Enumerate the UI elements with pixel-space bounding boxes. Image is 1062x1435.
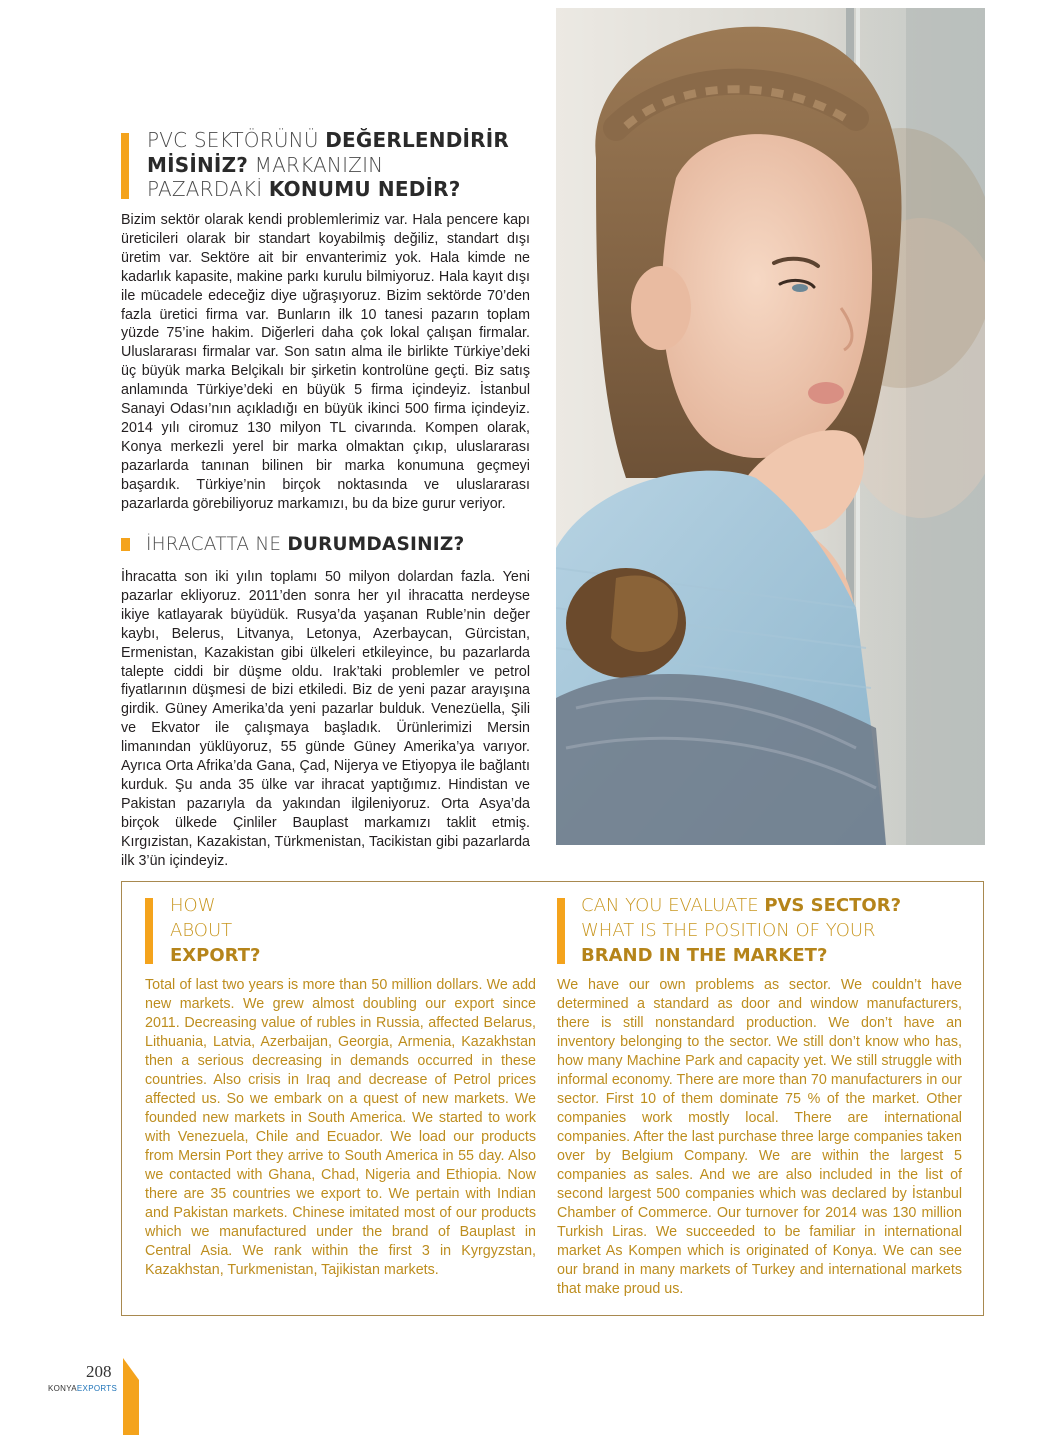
publication-brand [48,1384,117,1393]
photo-child-at-window [556,8,985,845]
heading-accent-bar [121,133,129,199]
body-paragraph-export: İhracatta son iki yılın toplamı 50 milyon dolardan fazla. Yeni pazarlar ekliyoruz. 2011’den sonra her yıl ihracatta nerdeyse ikiye katlayarak büyüdük. Rusya’da yaşanan Ruble’nin değer kaybı, Belerus, Litvanya, Letonya, Azerbaycan, Gürcistan, Ermenistan, Kazakistan gibi ülkeleri etkileyince, bu pazarlarda talepte ciddi bir düşme oldu. Irak’taki problemler ve petrol fiyatlarının düşmesi de bizi etkiledi. Biz de yeni pazar arayışına girdik. Güney Amerika’da yeni pazarlar bulduk. Venezüella, Şili ve Ekvator ile çalışmaya başladık. Ürünlerimizi Mersin limanından yüklüyoruz, 55 günde Güney Amerika’ya varıyor. Ayrıca Orta Afrika’da Gana, Çad, Nijerya ve Etiyopya ile bağlantı kurduk. Şu anda 35 ülke var ihracat yaptığımız. Hindistan ve Pakistan pazarıyla da yakından ilgileniyoruz. Orta Asya’da birçok ülkede Çinliler Bauplast markamızı taklit etmiş. Kırgızistan, Kazakistan, Türkmenistan, Tacikistan gibi pazarlarda ilk 3’ün içindeyiz. [121,569,530,869]
page-edge-tab [123,1358,139,1435]
english-heading-bar-right [557,898,565,964]
section-heading-export: İHRACATTA NE DURUMDASINIZ? [146,534,465,555]
page-number: 208 [86,1362,112,1381]
child-illustration [556,8,985,845]
english-heading-pvs: CAN YOU EVALUATE PVS SECTOR? WHAT IS THE POSITION OF YOUR BRAND IN THE MARKET? [581,895,902,966]
english-body-pvs: We have our own problems as sector. We couldn’t have determined a standard as door and window manufacturers, there is still nonstandard production. We don’t have an inventory belonging to the sector. We still don’t know who has, how many Machine Park and capacity yet. We still struggle with informal economy. There are more than 70 manufacturers in our sector. First 10 of them dominate 75 % of the market. Other companies work mostly local. There are international companies. After the last purchase three large companies taken over by Belgium Company. We are within the largest 5 companies as sales. And we are also included in the list of second largest 500 companies which was declared by İstanbul Chamber of Commerce. Our turnover for 2014 was 130 million Turkish Liras. We succeeded to be familiar in international market As Kompen which is originated of Konya. We can see our brand in many markets of Turkey and international markets that make proud us. [557,977,962,1297]
section-heading-pvc: PVC SEKTÖRÜNÜ DEĞERLENDİRİR MİSİNİZ? MARKANIZIN PAZARDAKİ KONUMU NEDİR? [147,128,509,201]
brand-part-konya: KONYA [48,1384,77,1393]
edge-tab-shape [123,1358,139,1435]
english-heading-export: HOW ABOUT EXPORT? [170,895,261,966]
english-heading-bar-left [145,898,153,964]
english-body-export: Total of last two years is more than 50 million dollars. We add new markets. We grew almost doubling our export since 2011. Decreasing value of rubles in Russia, affected Belarus, Lithuania, Latvia, Azerbaijan, Georgia, Armenia, Kazakhstan then a serious decreasing in demands occurred in these countries. Also crisis in Iraq and decrease of Petrol prices affected us. So we embark on a quest of new markets. We founded new markets in South America. We started to work with Venezuela, Chile and Ecuador. We load our products from Mersin Port they arrive to South America in 55 day. Also we contacted with Ghana, Chad, Nigeria and Ethiopia. Now there are 35 countries we export to. We pertain with Indian and Pakistan markets. Chinese imitated most of our products which we manufactured under the brand of Bauplast in Central Asia. We rank within the first 3 in Kyrgyzstan, Kazakhstan, Turkmenistan, Tajikistan markets. [145,977,536,1278]
body-paragraph-pvc: Bizim sektör olarak kendi problemlerimiz var. Hala pencere kapı üreticileri olarak bir standart koyabilmiş değiliz, standart dışı üretim var. Sektöre ait bir envanterimiz yok. Hala kimde ne kadarlık kapasite, makine parkı kurulu bilmiyoruz. Hala kayıt dışı ile mücadele edeceğiz diye uğraşıyoruz. Bizim sektörde 70’den fazla üretici firma var. Bunların ilk 10 tanesi pazarın toplam yüzde 75’ine hakim. Diğerleri daha çok lokal çalışan firmalar. Uluslararası firmalar var. Son satın alma ile birlikte Türkiye’deki üç büyük marka Belçikalı bir şirketin kontrolüne geçti. Biz satış anlamında Türkiye’deki en büyük 5 firma içindeyiz. İstanbul Sanayi Odası’nın açıkladığı en büyük ikinci 500 firma içindeyiz. 2014 yılı ciromuz 130 milyon TL civarında. Kompen olarak, Konya merkezli yerel bir marka olmaktan çıkıp, uluslararası pazarlarda tanınan bilinen bir marka konumuna geçmeyi başardık. Türkiye’nin birçok noktasında ve uluslararası pazarlarda görebiliyoruz markamızı, bu da bize gurur veriyor. [121,212,530,512]
brand-part-exports: EXPORTS [76,1384,118,1393]
heading-accent-square [121,538,130,551]
